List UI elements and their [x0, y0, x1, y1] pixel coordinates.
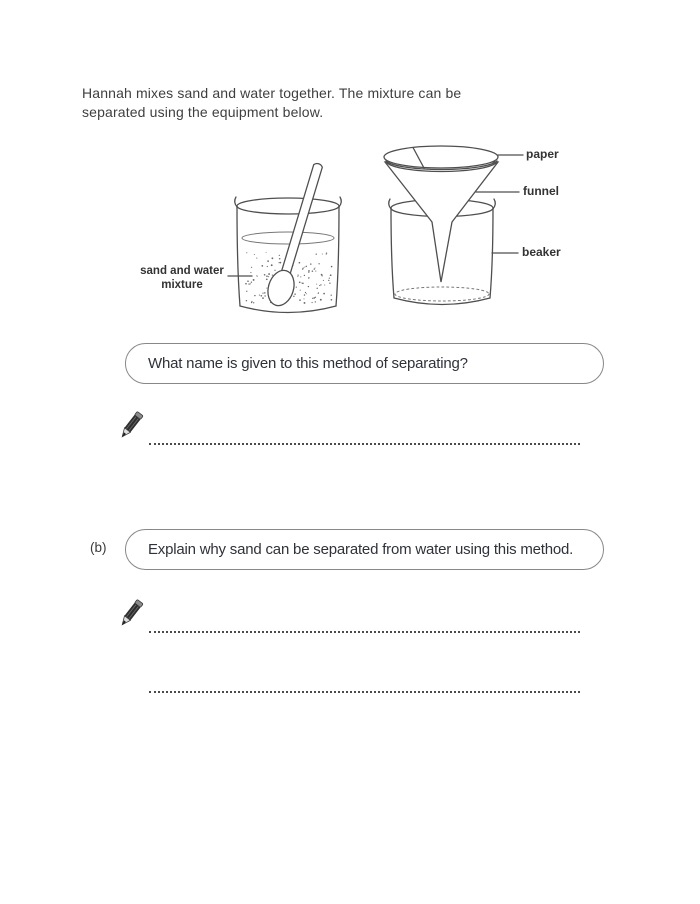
- mixture-label-line-1: sand and water: [140, 265, 224, 277]
- answer-line-1[interactable]: [149, 443, 580, 445]
- pencil-icon: [116, 408, 146, 448]
- paper-label: paper: [526, 147, 559, 161]
- intro-line-2: separated using the equipment below.: [82, 104, 324, 120]
- question-2-box: [125, 529, 604, 570]
- pencil-icon: [116, 596, 146, 636]
- answer-line-3[interactable]: [149, 691, 580, 693]
- question-1-box: [125, 343, 604, 384]
- spoon: [264, 164, 323, 309]
- apparatus-diagram: [130, 138, 590, 328]
- filter-paper: [384, 146, 498, 168]
- mixture-label: [134, 264, 230, 292]
- beaker-label: beaker: [522, 245, 561, 259]
- intro-line-1: Hannah mixes sand and water together. The mixture can be: [82, 85, 462, 101]
- question-1-prompt: What name is given to this method of separating?: [148, 355, 468, 372]
- question-2-label: (b): [90, 540, 107, 555]
- filtering-apparatus: [384, 146, 498, 305]
- intro-text: [82, 84, 461, 122]
- mixture-label-line-2: mixture: [161, 279, 203, 291]
- answer-line-2[interactable]: [149, 631, 580, 633]
- question-2-prompt: Explain why sand can be separated from water using this method.: [148, 541, 574, 558]
- mixture-beaker: [235, 164, 342, 313]
- funnel-label: funnel: [523, 184, 559, 198]
